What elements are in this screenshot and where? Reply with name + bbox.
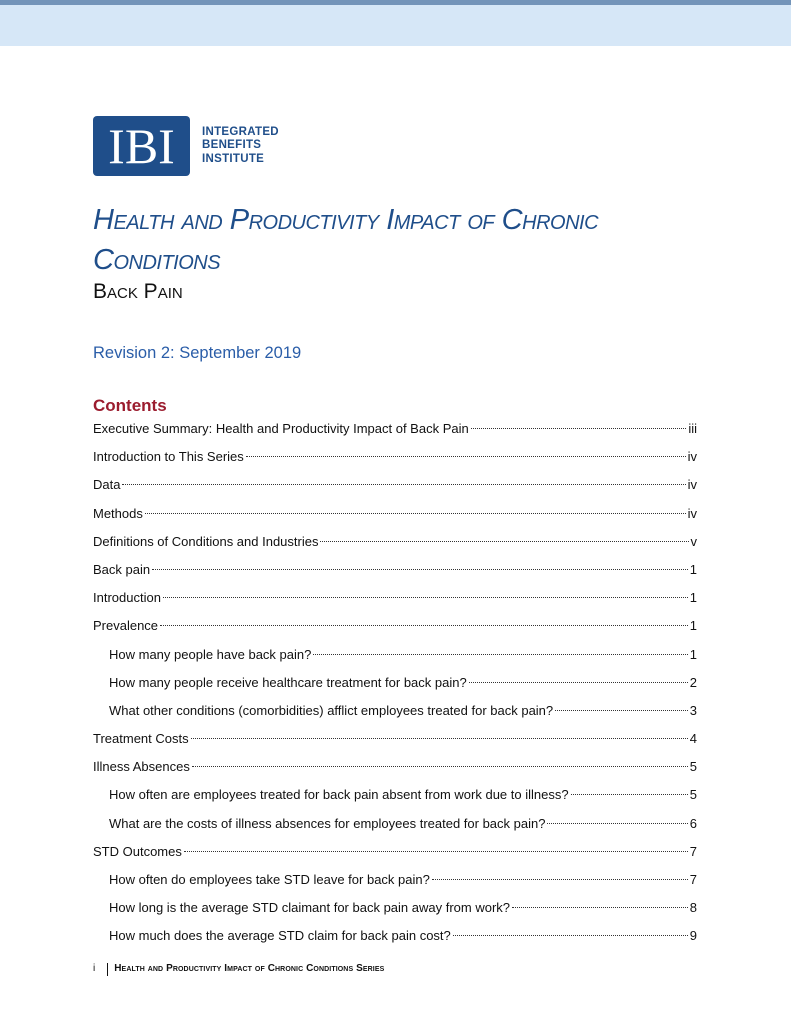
toc-entry[interactable] (93, 447, 697, 475)
toc-entry[interactable] (93, 757, 697, 785)
toc-entry-label: STD Outcomes (93, 843, 182, 859)
footer-separator (107, 963, 108, 976)
toc-leader-dots (192, 766, 688, 767)
toc-entry[interactable] (93, 785, 697, 813)
toc-leader-dots (547, 823, 687, 824)
toc-entry-label: How many people have back pain? (109, 646, 312, 662)
toc-entry-page: iv (687, 449, 697, 465)
toc-entry[interactable] (93, 645, 697, 673)
toc-entry-label: Illness Absences (93, 759, 190, 775)
toc-leader-dots (122, 484, 685, 485)
toc-entry-label: How often do employees take STD leave for back pain? (109, 872, 430, 887)
toc-entry-page: 5 (689, 787, 697, 803)
toc-entry[interactable] (93, 870, 697, 898)
toc-entry-label: Definitions of Conditions and Industries (93, 533, 319, 549)
toc-entry-label: Data (93, 477, 121, 493)
toc-entry-label: How long is the average STD claimant for back pain away from work? (109, 900, 511, 916)
toc-leader-dots (313, 654, 687, 655)
ibi-logo (93, 116, 279, 176)
toc-entry-page: 8 (689, 900, 697, 916)
toc-entry-page: 5 (689, 759, 697, 775)
toc-entry-label: Methods (93, 505, 143, 521)
toc-entry-label: What are the costs of illness absences for employees treated for back pain? (109, 815, 546, 831)
toc-leader-dots (160, 625, 688, 626)
toc-entry[interactable] (93, 842, 697, 870)
toc-leader-dots (469, 682, 688, 683)
toc-leader-dots (320, 541, 688, 542)
toc-leader-dots (512, 907, 688, 908)
header-stripe (0, 0, 791, 5)
toc-entry-label: Back pain (93, 561, 151, 577)
header-band (0, 0, 791, 46)
logo-mark: IBI (93, 116, 190, 176)
toc-entry[interactable] (93, 926, 697, 954)
table-of-contents (93, 419, 697, 955)
toc-leader-dots (184, 851, 688, 852)
toc-entry[interactable] (93, 532, 697, 560)
toc-entry-page: 1 (689, 561, 697, 577)
toc-entry-page: 4 (689, 731, 697, 747)
toc-entry-page: 7 (689, 843, 697, 859)
toc-entry-label: Executive Summary: Health and Productivity Impact of Back Pain (93, 421, 469, 436)
logo-line: INSTITUTE (202, 152, 265, 165)
toc-entry[interactable] (93, 673, 697, 701)
toc-entry-page: 9 (689, 928, 697, 944)
toc-leader-dots (571, 794, 688, 795)
document-subtitle: Back Pain (93, 280, 183, 303)
toc-entry-page: 1 (689, 590, 697, 606)
toc-entry[interactable] (93, 419, 697, 447)
toc-leader-dots (432, 879, 688, 880)
toc-entry-page: 6 (689, 815, 697, 831)
toc-entry-page: 2 (689, 674, 697, 690)
contents-heading: Contents (93, 396, 167, 415)
toc-entry[interactable] (93, 475, 697, 503)
toc-entry-label: How much does the average STD claim for back pain cost? (109, 928, 451, 944)
footer-series-title: Health and Productivity Impact of Chronic Conditions Series (114, 963, 385, 974)
toc-entry[interactable] (93, 560, 697, 588)
toc-leader-dots (471, 428, 687, 429)
toc-entry-label: Treatment Costs (93, 731, 189, 747)
toc-entry[interactable] (93, 504, 697, 532)
toc-entry[interactable] (93, 814, 697, 842)
toc-entry-label: What other conditions (comorbidities) afflict employees treated for back pain? (109, 702, 554, 718)
toc-entry[interactable] (93, 701, 697, 729)
toc-entry-label: Introduction (93, 590, 161, 606)
toc-entry-page: iv (687, 477, 697, 493)
footer-page-number: i (93, 963, 96, 974)
revision-date: Revision 2: September 2019 (93, 344, 302, 362)
toc-entry-page: iv (687, 505, 697, 521)
toc-entry-page: 1 (689, 646, 697, 662)
toc-leader-dots (246, 456, 686, 457)
toc-leader-dots (453, 935, 688, 936)
logo-line: BENEFITS (202, 139, 262, 152)
toc-entry-page: 3 (689, 702, 697, 718)
toc-entry-label: Introduction to This Series (93, 449, 244, 465)
toc-leader-dots (555, 710, 688, 711)
toc-leader-dots (152, 569, 688, 570)
toc-entry[interactable] (93, 898, 697, 926)
document-title: Health and Productivity Impact of Chronic Conditions (93, 204, 599, 276)
toc-entry[interactable] (93, 729, 697, 757)
toc-leader-dots (191, 738, 688, 739)
page-footer (93, 962, 384, 976)
toc-entry-label: How many people receive healthcare treatment for back pain? (109, 674, 467, 690)
toc-entry-page: iii (688, 421, 697, 436)
toc-leader-dots (145, 513, 686, 514)
toc-entry-page: 1 (689, 618, 697, 634)
toc-leader-dots (163, 597, 688, 598)
logo-wordmark (202, 126, 279, 167)
toc-entry-label: Prevalence (93, 618, 159, 634)
toc-entry[interactable] (93, 588, 697, 616)
toc-entry[interactable] (93, 616, 697, 644)
toc-entry-page: 7 (689, 872, 697, 887)
toc-entry-label: How often are employees treated for back pain absent from work due to illness? (109, 787, 569, 803)
logo-line: INTEGRATED (202, 125, 279, 138)
toc-entry-page: v (690, 533, 697, 549)
